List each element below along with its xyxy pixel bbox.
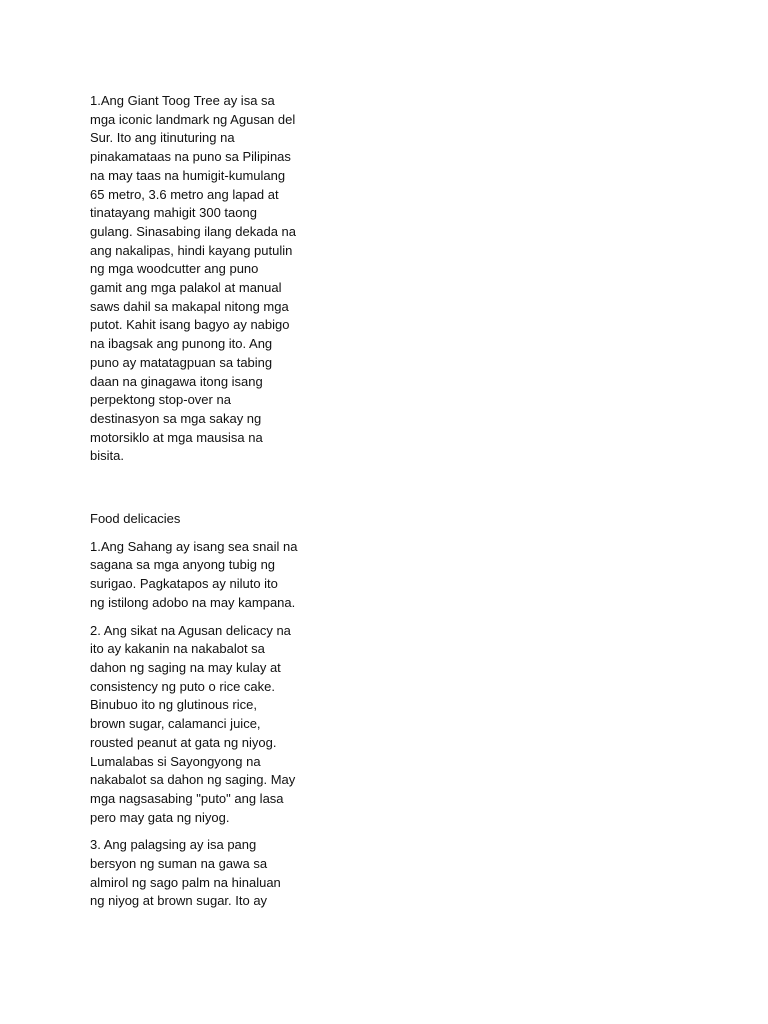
delicacy-item-3: 3. Ang palagsing ay isa pang bersyon ng suman na gawa sa almirol ng sago palm na hinaluan ng niyog at brown sugar. Ito ay xyxy=(90,837,281,909)
delicacy-item-2: 2. Ang sikat na Agusan delicacy na ito ay kakanin na nakabalot sa dahon ng saging na may kulay at consistency ng puto o rice cake. Binubuo ito ng glutinous rice, brown sugar, calamanci juice, rousted peanut at gata ng niyog. Lumalabas si Sayongyong na nakabalot sa dahon ng saging. May mga nagsasabing "puto" ang lasa pero may gata ng niyog. xyxy=(90,622,296,825)
delicacy-item-1: 1.Ang Sahang ay isang sea snail na sagana sa mga anyong tubig ng surigao. Pagkatapos ay niluto ito ng istilong adobo na may kampana. xyxy=(90,538,298,610)
section-heading: Food delicacies xyxy=(90,511,181,527)
intro-paragraph: 1.Ang Giant Toog Tree ay isa sa mga iconic landmark ng Agusan del Sur. Ito ang itinuturing na pinakamataas na puno sa Pilipinas na may taas na humigit-kumulang 65 metro, 3.6 metro ang lapad at tinatayang mahigit 300 taong gulang. Sinasabing ilang dekada na ang nakalipas, hindi kayang putulin ng mga woodcutter ang puno gamit ang mga palakol at manual saws dahil sa makapal nitong mga putot. Kahit isang bagyo ay nabigo na ibagsak ang punong ito. Ang puno ay matatagpuan sa tabing daan na ginagawa itong isang perpektong stop-over na destinasyon sa mga sakay ng motorsiklo at mga mausisa na bisita. xyxy=(90,93,297,464)
document-body xyxy=(90,92,305,920)
